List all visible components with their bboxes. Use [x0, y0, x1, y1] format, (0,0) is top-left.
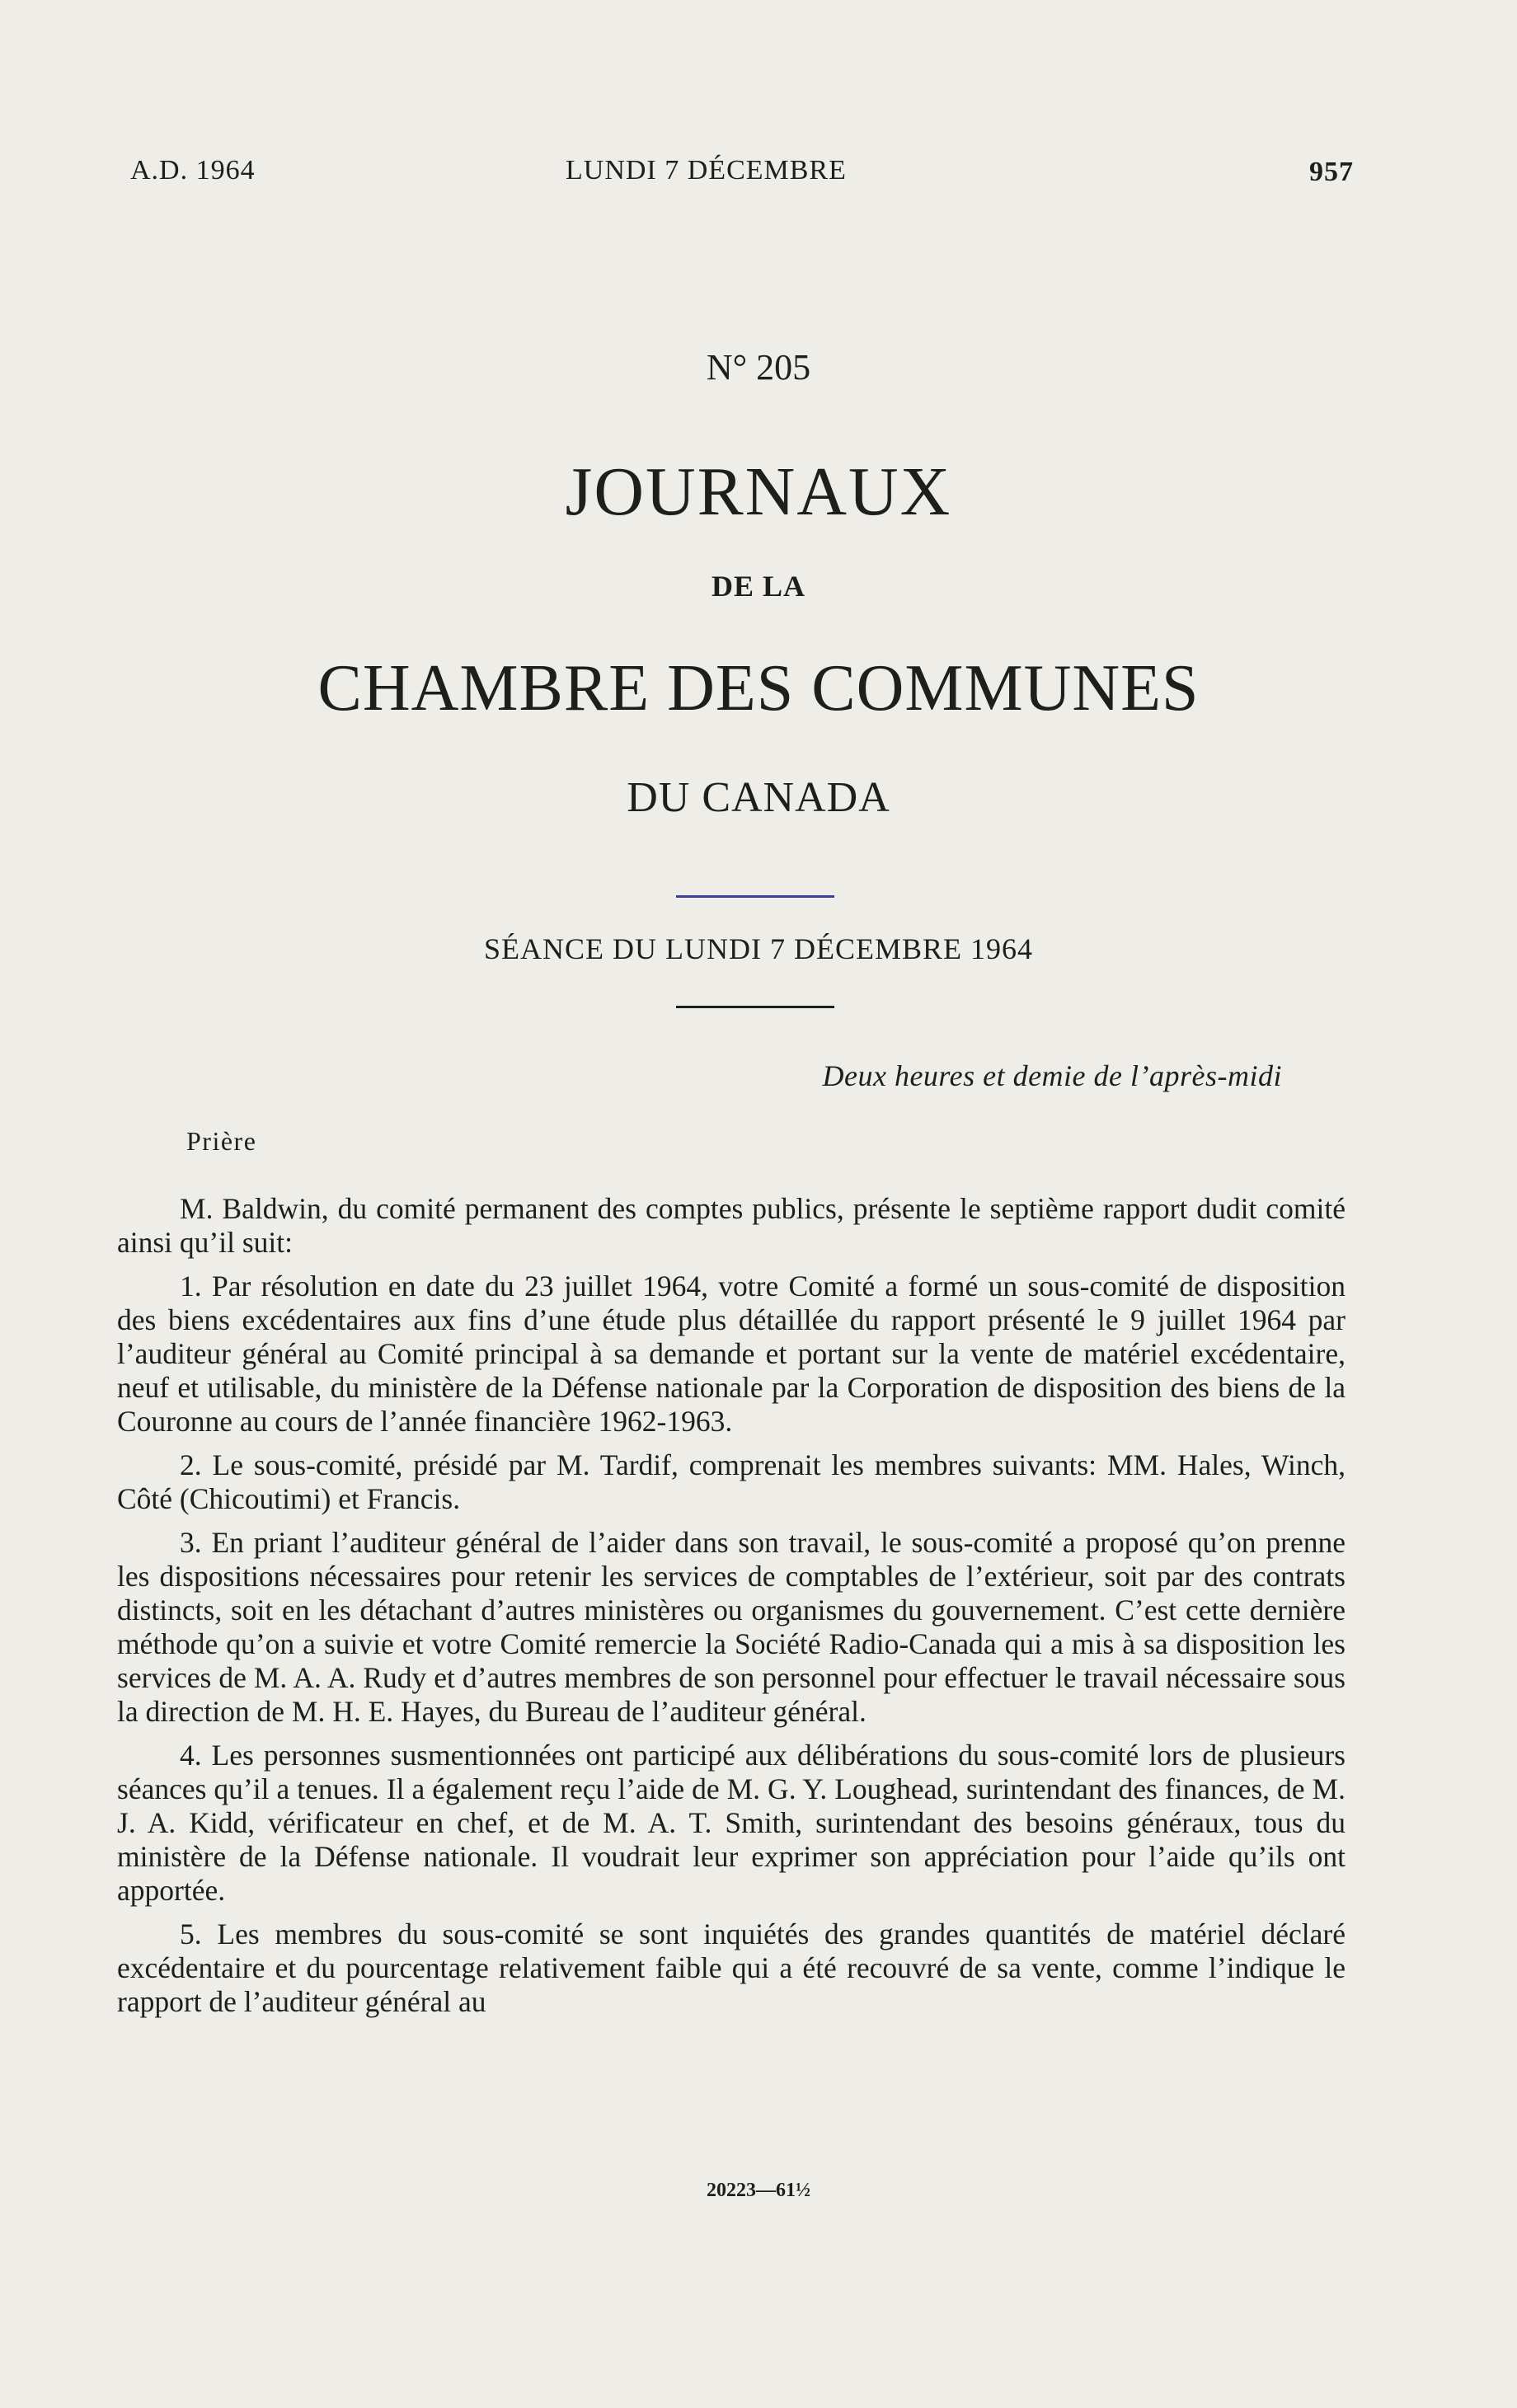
report-body	[117, 1192, 1346, 2029]
title-divider	[676, 895, 834, 898]
printer-footer: 20223—61½	[707, 2180, 810, 2201]
paragraph-5: 5. Les membres du sous-comité se sont inquiétés des grandes quantités de matériel déclaré excédentaire et du pourcentage relativement faible qui a été recouvré de sa vente, comme l’indique le rapport de l’auditeur général au	[117, 1917, 1346, 2018]
page-number: 957	[1309, 157, 1354, 187]
paragraph-4: 4. Les personnes susmentionnées ont participé aux délibérations du sous-comité lors de plusieurs séances qu’il a tenues. Il a également reçu l’aide de M. G. Y. Loughead, surintendant des finances, de M. J. A. Kidd, vérificateur en chef, et de M. A. T. Smith, surintendant des besoins généraux, tous du ministère de la Défense nationale. Il voudrait leur exprimer son appréciation pour l’aide qu’ils ont apportée.	[117, 1739, 1346, 1907]
running-head	[130, 155, 1354, 196]
prayer-heading: Prière	[186, 1126, 257, 1156]
title-journaux: JOURNAUX	[565, 453, 952, 530]
paragraph-3: 3. En priant l’auditeur général de l’aider dans son travail, le sous-comité a proposé qu’on prenne les dispositions nécessaires pour retenir les services de comptables de l’extérieur, soit par des contrats distincts, soit en les détachant d’autres ministères ou organismes du gouvernement. C’est cette dernière méthode qu’on a suivie et votre Comité remercie la Société Radio-Canada qui a mis à sa disposition les services de M. A. A. Rudy et d’autres membres de son personnel pour effectuer le travail nécessaire sous la direction de M. H. E. Hayes, du Bureau de l’auditeur général.	[117, 1526, 1346, 1728]
title-du-canada: DU CANADA	[627, 774, 890, 821]
title-de-la: DE LA	[711, 570, 806, 603]
title-chambre-des-communes: CHAMBRE DES COMMUNES	[317, 652, 1200, 725]
issue-number: N° 205	[706, 347, 811, 387]
seance-divider	[676, 1006, 834, 1008]
running-head-date: LUNDI 7 DÉCEMBRE	[566, 155, 847, 185]
paragraph-2: 2. Le sous-comité, présidé par M. Tardif, comprenait les membres suivants: MM. Hales, Winch, Côté (Chicoutimi) et Francis.	[117, 1448, 1346, 1515]
paragraph-intro: M. Baldwin, du comité permanent des comptes publics, présente le septième rapport dudit comité ainsi qu’il suit:	[117, 1192, 1346, 1259]
session-time: Deux heures et demie de l’après-midi	[822, 1059, 1282, 1092]
seance-heading: SÉANCE DU LUNDI 7 DÉCEMBRE 1964	[484, 932, 1033, 965]
running-head-year: A.D. 1964	[130, 155, 256, 185]
paragraph-1: 1. Par résolution en date du 23 juillet 1964, votre Comité a formé un sous-comité de disposition des biens excédentaires aux fins d’une étude plus détaillée du rapport présenté le 9 juillet 1964 par l’auditeur général au Comité principal à sa demande et portant sur la vente de matériel excédentaire, neuf et utilisable, du ministère de la Défense nationale par la Corporation de disposition des biens de la Couronne au cours de l’année financière 1962-1963.	[117, 1270, 1346, 1438]
